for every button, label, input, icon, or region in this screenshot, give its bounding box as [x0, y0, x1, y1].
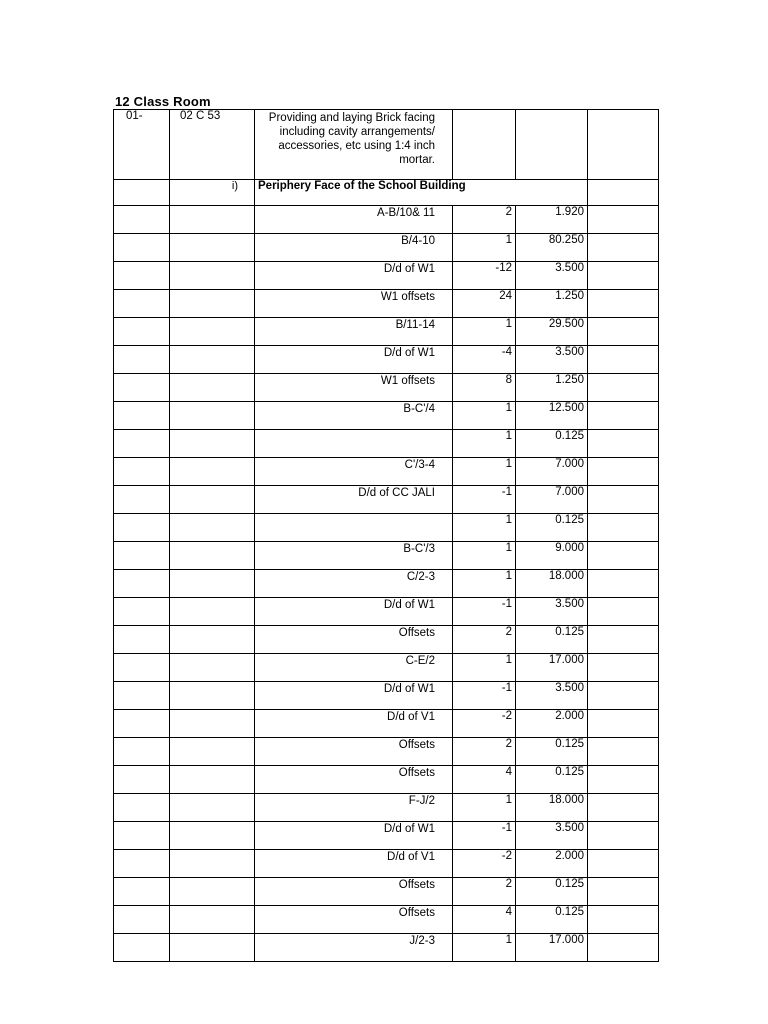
- table-row: [114, 542, 659, 570]
- row-empty-cell: [170, 906, 255, 934]
- row-empty-cell: [114, 878, 170, 906]
- row-empty-cell: [588, 710, 659, 738]
- row-description: D/d of CC JALI: [255, 486, 453, 514]
- table-row: [114, 682, 659, 710]
- table-row: [114, 738, 659, 766]
- row-length: 1.250: [516, 374, 588, 402]
- row-empty-cell: [170, 654, 255, 682]
- row-empty-cell: [114, 906, 170, 934]
- table-row: [114, 374, 659, 402]
- row-quantity: 1: [453, 542, 516, 570]
- row-empty-cell: [170, 570, 255, 598]
- row-description: D/d of W1: [255, 346, 453, 374]
- row-description: B/11-14: [255, 318, 453, 346]
- table-row: [114, 486, 659, 514]
- row-description: J/2-3: [255, 934, 453, 962]
- row-empty-cell: [588, 206, 659, 234]
- row-empty-cell: [114, 290, 170, 318]
- row-empty-cell: [588, 346, 659, 374]
- row-description: Offsets: [255, 906, 453, 934]
- row-quantity: 2: [453, 206, 516, 234]
- row-empty-cell: [588, 262, 659, 290]
- row-length: 0.125: [516, 626, 588, 654]
- table-row: [114, 570, 659, 598]
- row-empty-cell: [114, 458, 170, 486]
- row-length: 7.000: [516, 486, 588, 514]
- row-empty-cell: [170, 822, 255, 850]
- row-quantity: -12: [453, 262, 516, 290]
- row-description: D/d of W1: [255, 682, 453, 710]
- row-empty-cell: [114, 850, 170, 878]
- row-length: 2.000: [516, 710, 588, 738]
- row-quantity: 24: [453, 290, 516, 318]
- table-row: [114, 514, 659, 542]
- row-description: D/d of V1: [255, 710, 453, 738]
- section-extra-cell: [588, 180, 659, 206]
- row-quantity: 1: [453, 934, 516, 962]
- row-length: 3.500: [516, 346, 588, 374]
- row-description: Offsets: [255, 878, 453, 906]
- row-description: W1 offsets: [255, 290, 453, 318]
- row-description: D/d of W1: [255, 822, 453, 850]
- row-quantity: 1: [453, 458, 516, 486]
- table-row: [114, 346, 659, 374]
- row-empty-cell: [170, 626, 255, 654]
- table-row: [114, 598, 659, 626]
- row-description: B-C'/3: [255, 542, 453, 570]
- row-length: 3.500: [516, 682, 588, 710]
- row-description: D/d of W1: [255, 598, 453, 626]
- row-empty-cell: [588, 766, 659, 794]
- row-length: 1.250: [516, 290, 588, 318]
- row-empty-cell: [588, 906, 659, 934]
- table-row: [114, 934, 659, 962]
- row-quantity: -1: [453, 682, 516, 710]
- section-empty-cell: [114, 180, 170, 206]
- row-empty-cell: [588, 738, 659, 766]
- table-row: [114, 850, 659, 878]
- row-empty-cell: [588, 234, 659, 262]
- row-description: D/d of W1: [255, 262, 453, 290]
- row-empty-cell: [170, 262, 255, 290]
- row-description: Offsets: [255, 766, 453, 794]
- row-length: 80.250: [516, 234, 588, 262]
- row-length: 17.000: [516, 934, 588, 962]
- row-empty-cell: [588, 654, 659, 682]
- table-row: [114, 654, 659, 682]
- row-empty-cell: [170, 374, 255, 402]
- row-empty-cell: [588, 486, 659, 514]
- item-header-length-cell: [516, 110, 588, 180]
- row-empty-cell: [114, 682, 170, 710]
- row-quantity: -1: [453, 822, 516, 850]
- table-row: [114, 710, 659, 738]
- row-empty-cell: [114, 570, 170, 598]
- row-quantity: 4: [453, 906, 516, 934]
- row-description: C/2-3: [255, 570, 453, 598]
- row-description: W1 offsets: [255, 374, 453, 402]
- table-row: [114, 822, 659, 850]
- row-empty-cell: [170, 850, 255, 878]
- row-empty-cell: [170, 794, 255, 822]
- row-description: [255, 430, 453, 458]
- row-empty-cell: [114, 822, 170, 850]
- row-length: 0.125: [516, 906, 588, 934]
- row-quantity: 2: [453, 878, 516, 906]
- row-empty-cell: [114, 402, 170, 430]
- row-empty-cell: [114, 542, 170, 570]
- row-empty-cell: [114, 486, 170, 514]
- row-quantity: 1: [453, 654, 516, 682]
- row-empty-cell: [114, 766, 170, 794]
- row-empty-cell: [114, 514, 170, 542]
- table-row: [114, 458, 659, 486]
- row-description: B/4-10: [255, 234, 453, 262]
- row-quantity: 1: [453, 234, 516, 262]
- row-empty-cell: [588, 934, 659, 962]
- table-row: [114, 262, 659, 290]
- table-row: [114, 206, 659, 234]
- row-description: F-J/2: [255, 794, 453, 822]
- row-description: Offsets: [255, 626, 453, 654]
- row-length: 1.920: [516, 206, 588, 234]
- row-empty-cell: [170, 402, 255, 430]
- row-description: [255, 514, 453, 542]
- document-title: 12 Class Room: [115, 94, 211, 109]
- row-empty-cell: [114, 626, 170, 654]
- row-empty-cell: [114, 598, 170, 626]
- row-empty-cell: [170, 458, 255, 486]
- row-length: 18.000: [516, 794, 588, 822]
- row-quantity: 4: [453, 766, 516, 794]
- row-empty-cell: [170, 430, 255, 458]
- row-empty-cell: [170, 682, 255, 710]
- section-label: i): [170, 180, 255, 206]
- row-quantity: -1: [453, 486, 516, 514]
- row-description: C-E/2: [255, 654, 453, 682]
- table-row: [114, 290, 659, 318]
- row-length: 0.125: [516, 514, 588, 542]
- row-quantity: -1: [453, 598, 516, 626]
- item-header-qty-cell: [453, 110, 516, 180]
- row-empty-cell: [114, 234, 170, 262]
- row-empty-cell: [170, 486, 255, 514]
- row-quantity: 2: [453, 738, 516, 766]
- row-length: 3.500: [516, 598, 588, 626]
- row-quantity: 1: [453, 318, 516, 346]
- row-empty-cell: [114, 374, 170, 402]
- row-empty-cell: [170, 598, 255, 626]
- table-row: [114, 626, 659, 654]
- item-number: 01-: [114, 110, 170, 180]
- table-row: [114, 318, 659, 346]
- row-empty-cell: [588, 290, 659, 318]
- row-length: 17.000: [516, 654, 588, 682]
- row-description: C'/3-4: [255, 458, 453, 486]
- section-header-row: [114, 180, 659, 206]
- row-empty-cell: [170, 290, 255, 318]
- row-length: 9.000: [516, 542, 588, 570]
- row-empty-cell: [170, 710, 255, 738]
- row-empty-cell: [114, 710, 170, 738]
- row-empty-cell: [588, 318, 659, 346]
- row-length: 0.125: [516, 878, 588, 906]
- row-length: 2.000: [516, 850, 588, 878]
- row-quantity: 1: [453, 402, 516, 430]
- row-length: 12.500: [516, 402, 588, 430]
- item-description: Providing and laying Brick facing including cavity arrangements/ accessories, etc using 1:4 inch mortar.: [255, 110, 453, 180]
- row-empty-cell: [588, 570, 659, 598]
- row-empty-cell: [588, 430, 659, 458]
- row-description: A-B/10& 11: [255, 206, 453, 234]
- row-empty-cell: [170, 346, 255, 374]
- row-empty-cell: [114, 794, 170, 822]
- row-empty-cell: [588, 626, 659, 654]
- row-quantity: -2: [453, 710, 516, 738]
- row-length: 3.500: [516, 262, 588, 290]
- row-empty-cell: [170, 514, 255, 542]
- row-empty-cell: [114, 934, 170, 962]
- row-empty-cell: [588, 458, 659, 486]
- row-empty-cell: [170, 542, 255, 570]
- row-length: 0.125: [516, 738, 588, 766]
- row-length: 29.500: [516, 318, 588, 346]
- row-quantity: 2: [453, 626, 516, 654]
- table-row: [114, 766, 659, 794]
- row-empty-cell: [114, 318, 170, 346]
- row-empty-cell: [170, 738, 255, 766]
- row-empty-cell: [588, 878, 659, 906]
- row-empty-cell: [588, 374, 659, 402]
- row-quantity: 1: [453, 794, 516, 822]
- row-empty-cell: [588, 682, 659, 710]
- row-empty-cell: [114, 346, 170, 374]
- row-empty-cell: [588, 514, 659, 542]
- row-empty-cell: [170, 934, 255, 962]
- row-empty-cell: [170, 318, 255, 346]
- row-length: 7.000: [516, 458, 588, 486]
- row-quantity: 8: [453, 374, 516, 402]
- row-empty-cell: [588, 822, 659, 850]
- table-row: [114, 234, 659, 262]
- table-row: [114, 402, 659, 430]
- row-length: 0.125: [516, 766, 588, 794]
- row-quantity: 1: [453, 514, 516, 542]
- row-empty-cell: [170, 206, 255, 234]
- table-row: [114, 878, 659, 906]
- row-length: 0.125: [516, 430, 588, 458]
- row-empty-cell: [588, 598, 659, 626]
- row-quantity: -2: [453, 850, 516, 878]
- row-quantity: -4: [453, 346, 516, 374]
- row-length: 3.500: [516, 822, 588, 850]
- row-quantity: 1: [453, 570, 516, 598]
- row-empty-cell: [114, 430, 170, 458]
- item-code: 02 C 53: [170, 110, 255, 180]
- row-empty-cell: [114, 738, 170, 766]
- table-row: [114, 906, 659, 934]
- row-empty-cell: [170, 234, 255, 262]
- row-empty-cell: [588, 794, 659, 822]
- measurement-table: [113, 109, 659, 962]
- row-empty-cell: [170, 766, 255, 794]
- row-empty-cell: [588, 850, 659, 878]
- item-header-extra-cell: [588, 110, 659, 180]
- row-description: B-C'/4: [255, 402, 453, 430]
- row-empty-cell: [588, 402, 659, 430]
- section-title: Periphery Face of the School Building: [255, 180, 588, 206]
- row-description: D/d of V1: [255, 850, 453, 878]
- row-empty-cell: [114, 206, 170, 234]
- row-quantity: 1: [453, 430, 516, 458]
- table-row: [114, 794, 659, 822]
- row-description: Offsets: [255, 738, 453, 766]
- row-empty-cell: [114, 262, 170, 290]
- table-row: [114, 430, 659, 458]
- measurement-table-body: [114, 110, 659, 962]
- item-header-row: [114, 110, 659, 180]
- row-length: 18.000: [516, 570, 588, 598]
- row-empty-cell: [588, 542, 659, 570]
- row-empty-cell: [114, 654, 170, 682]
- row-empty-cell: [170, 878, 255, 906]
